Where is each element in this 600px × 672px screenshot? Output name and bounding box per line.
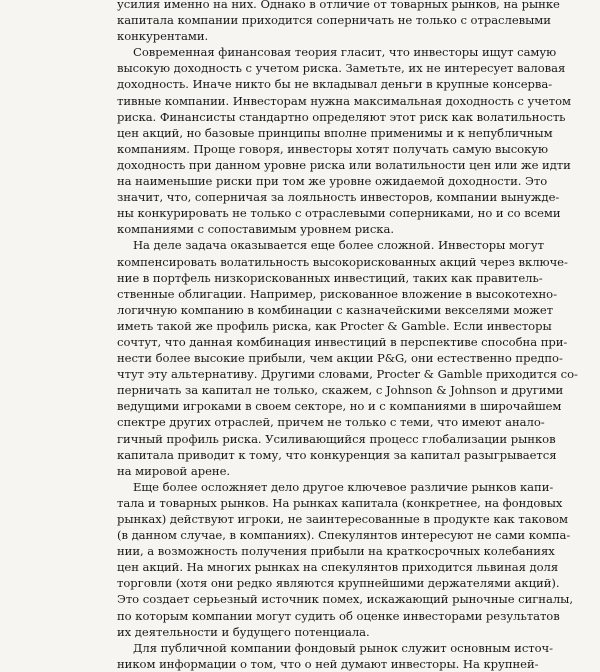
text-line: по которым компании могут судить об оценке инвесторами результатов	[117, 608, 560, 623]
text-line: ны конкурировать не только с отраслевыми соперниками, но и со всеми	[117, 206, 561, 221]
text-line: Для публичной компании фондовый рынок служит основным источ-	[133, 640, 554, 655]
text-line: ником информации о том, что о ней думают инвесторы. На крупней-	[117, 656, 539, 671]
text-line: Современная финансовая теория гласит, что инвесторы ищут самую	[133, 45, 557, 60]
text-line: доходность. Иначе никто бы не вкладывал деньги в крупные консерва-	[117, 77, 553, 92]
text-line: На деле задача оказывается еще более сложной. Инвесторы могут	[133, 238, 544, 253]
text-line: значит, что, соперничая за лояльность инвесторов, компании вынужде-	[117, 190, 560, 205]
text-line: Это создает серьезный источник помех, искажающий рыночные сигналы,	[117, 592, 573, 607]
text-line: сочтут, что данная комбинация инвестиций в перспективе способна при-	[117, 334, 568, 349]
text-line: рынках) действуют игроки, не заинтересованные в продукте как таковом	[117, 512, 568, 526]
paragraph-3	[117, 237, 578, 478]
text-line: доходность при данном уровне риска или волатильности цен или же идти	[117, 157, 571, 172]
text-line: иметь такой же профиль риска, как Procter & Gamble. Если инвесторы	[117, 318, 552, 333]
body-text	[117, 0, 578, 672]
text-line: торговли (хотя они редко являются крупнейшими держателями акций).	[117, 576, 560, 591]
paragraph-5	[117, 640, 554, 672]
text-line: цен акций, но базовые принципы вполне применимы и к непубличным	[117, 125, 553, 140]
text-line: нии, а возможность получения прибыли на краткосрочных колебаниях	[117, 544, 555, 559]
text-line: высокую доходность с учетом риска. Заметьте, их не интересует валовая	[117, 61, 566, 76]
text-line: (в данном случае, в компаниях). Спекулянтов интересуют не сами компа-	[117, 528, 571, 543]
text-line: ведущими игроками в своем секторе, но и с компаниями в широчайшем	[117, 399, 562, 414]
text-line: гичный профиль риска. Усиливающийся процесс глобализации рынков	[117, 431, 556, 446]
text-line: цен акций. На многих рынках на спекулянтов приходится львиная доля	[117, 560, 559, 575]
text-line: усилия именно на них. Однако в отличие от товарных рынков, на рынке	[117, 0, 560, 11]
text-line: нести более высокие прибыли, чем акции P&G, они естественно предпо-	[117, 351, 563, 366]
text-line: их деятельности и будущего потенциала.	[117, 624, 370, 639]
text-line: тивные компании. Инвесторам нужна максимальная доходность с учетом	[117, 93, 571, 108]
text-line: капитала компании приходится соперничать не только с отраслевыми	[117, 13, 551, 28]
text-line: спектре других отраслей, причем не только с теми, что имеют анало-	[117, 415, 545, 430]
text-line: капитала приводит к тому, что конкуренция за капитал разыгрывается	[117, 447, 557, 462]
text-line: риска. Финансисты стандартно определяют этот риск как волатильность	[117, 109, 566, 124]
text-line: ние в портфель низкорискованных инвестиций, таких как правитель-	[117, 270, 543, 285]
text-line: конкурентами.	[117, 29, 209, 44]
text-line: на мировой арене.	[117, 463, 231, 478]
paragraph-1	[117, 0, 560, 44]
text-line: на наименьшие риски при том же уровне ожидаемой доходности. Это	[117, 174, 548, 189]
text-line: чтут эту альтернативу. Другими словами, Procter & Gamble приходится со-	[117, 367, 578, 382]
text-line: Еще более осложняет дело другое ключевое различие рынков капи-	[133, 479, 554, 494]
text-line: ственные облигации. Например, рискованное вложение в высокотехно-	[117, 286, 557, 301]
text-line: тала и товарных рынков. На рынках капитала (конкретнее, на фондовых	[117, 495, 563, 510]
text-line: компенсировать волатильность высокорискованных акций через включе-	[117, 254, 568, 269]
paragraph-4	[117, 479, 573, 640]
text-line: перничать за капитал не только, скажем, с Johnson & Johnson и другими	[117, 383, 564, 398]
text-line: компаниями с сопоставимым уровнем риска.	[117, 222, 394, 237]
text-line: компаниям. Проще говоря, инвесторы хотят получать самую высокую	[117, 141, 549, 156]
paragraph-2	[117, 44, 571, 237]
text-line: логичную компанию в комбинации с казначейскими векселями может	[117, 302, 554, 317]
